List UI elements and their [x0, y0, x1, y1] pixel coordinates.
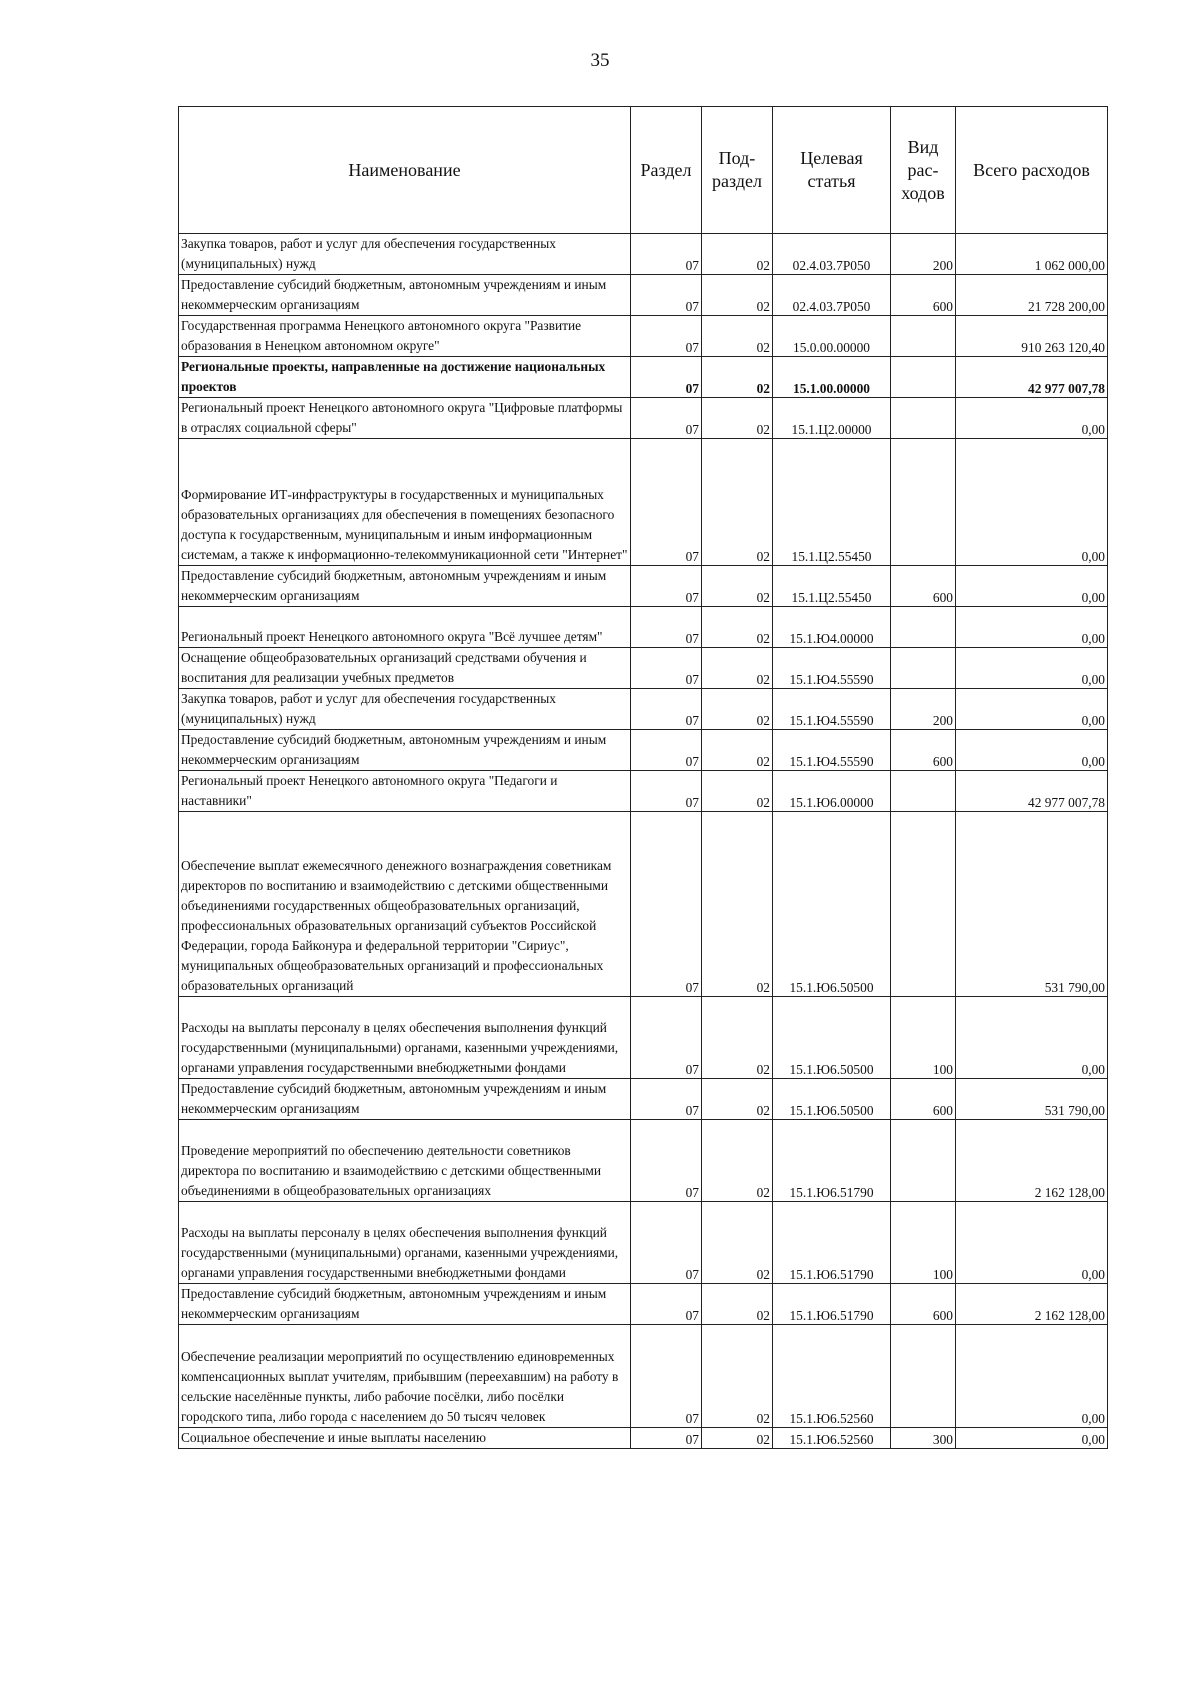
cell-expense-type: 200 [891, 689, 956, 730]
cell-total: 910 263 120,40 [956, 316, 1108, 357]
table-row [179, 689, 1108, 730]
cell-name: Обеспечение реализации мероприятий по осуществлению единовременных компенсационных выплат учителям, прибывшим (переехавшим) на работу в сельские населённые пункты, либо рабочие посёлки, либо посёлки городского типа, либо города с населением до 50 тысяч человек [179, 1325, 631, 1428]
header-subsection: Под- раздел [702, 107, 773, 234]
cell-target: 15.1.Ю6.51790 [773, 1120, 891, 1202]
cell-total: 2 162 128,00 [956, 1120, 1108, 1202]
cell-subsection: 02 [702, 1079, 773, 1120]
cell-subsection: 02 [702, 316, 773, 357]
cell-name: Расходы на выплаты персоналу в целях обеспечения выполнения функций государственными (муниципальными) органами, казенными учреждениями, органами управления государственными внебюджетными фондами [179, 1202, 631, 1284]
table-row [179, 1202, 1108, 1284]
cell-name: Региональные проекты, направленные на достижение национальных проектов [179, 357, 631, 398]
cell-target: 15.1.Ю4.55590 [773, 730, 891, 771]
cell-target: 02.4.03.7Р050 [773, 275, 891, 316]
cell-expense-type: 200 [891, 234, 956, 275]
cell-target: 15.1.Ю4.00000 [773, 607, 891, 648]
table-row [179, 812, 1108, 997]
cell-section: 07 [631, 689, 702, 730]
cell-subsection: 02 [702, 812, 773, 997]
cell-target: 15.1.Ц2.55450 [773, 439, 891, 566]
table-row [179, 398, 1108, 439]
cell-total: 0,00 [956, 1325, 1108, 1428]
cell-section: 07 [631, 1120, 702, 1202]
cell-target: 15.1.00.00000 [773, 357, 891, 398]
cell-total: 2 162 128,00 [956, 1284, 1108, 1325]
table-row [179, 997, 1108, 1079]
header-target: Целевая статья [773, 107, 891, 234]
page-number: 35 [590, 50, 610, 71]
cell-section: 07 [631, 439, 702, 566]
cell-section: 07 [631, 1284, 702, 1325]
cell-section: 07 [631, 398, 702, 439]
header-name: Наименование [179, 107, 631, 234]
cell-target: 15.1.Ю6.52560 [773, 1428, 891, 1449]
header-total: Всего расходов [956, 107, 1108, 234]
cell-name: Предоставление субсидий бюджетным, автономным учреждениям и иным некоммерческим организациям [179, 730, 631, 771]
cell-subsection: 02 [702, 1284, 773, 1325]
cell-total: 0,00 [956, 1428, 1108, 1449]
table-row [179, 1325, 1108, 1428]
cell-name: Оснащение общеобразовательных организаций средствами обучения и воспитания для реализации учебных предметов [179, 648, 631, 689]
table-row [179, 439, 1108, 566]
cell-total: 0,00 [956, 439, 1108, 566]
cell-target: 15.1.Ц2.00000 [773, 398, 891, 439]
table-row [179, 234, 1108, 275]
cell-expense-type [891, 316, 956, 357]
cell-section: 07 [631, 234, 702, 275]
cell-subsection: 02 [702, 997, 773, 1079]
cell-subsection: 02 [702, 439, 773, 566]
cell-name: Формирование ИТ-инфраструктуры в государственных и муниципальных образовательных организациях для обеспечения в помещениях безопасного доступа к государственным, муниципальным и иным информационным системам, а также к информационно-телекоммуникационной сети "Интернет" [179, 439, 631, 566]
cell-total: 0,00 [956, 607, 1108, 648]
table-header-row [179, 107, 1108, 234]
cell-target: 15.0.00.00000 [773, 316, 891, 357]
cell-total: 1 062 000,00 [956, 234, 1108, 275]
cell-expense-type: 100 [891, 997, 956, 1079]
cell-section: 07 [631, 771, 702, 812]
cell-name: Закупка товаров, работ и услуг для обеспечения государственных (муниципальных) нужд [179, 689, 631, 730]
cell-section: 07 [631, 316, 702, 357]
table-row [179, 730, 1108, 771]
header-section: Раздел [631, 107, 702, 234]
cell-name: Государственная программа Ненецкого автономного округа "Развитие образования в Ненецком автономном округе" [179, 316, 631, 357]
cell-name: Региональный проект Ненецкого автономного округа "Цифровые платформы в отраслях социальной сферы" [179, 398, 631, 439]
table-row [179, 1428, 1108, 1449]
cell-target: 02.4.03.7Р050 [773, 234, 891, 275]
cell-expense-type: 300 [891, 1428, 956, 1449]
cell-section: 07 [631, 997, 702, 1079]
cell-name: Региональный проект Ненецкого автономного округа "Всё лучшее детям" [179, 607, 631, 648]
cell-total: 531 790,00 [956, 812, 1108, 997]
cell-expense-type [891, 771, 956, 812]
table-body [179, 234, 1108, 1449]
table-row [179, 275, 1108, 316]
cell-subsection: 02 [702, 398, 773, 439]
table-row [179, 357, 1108, 398]
cell-target: 15.1.Ю6.52560 [773, 1325, 891, 1428]
table-row [179, 1079, 1108, 1120]
cell-section: 07 [631, 730, 702, 771]
table-row [179, 316, 1108, 357]
cell-total: 21 728 200,00 [956, 275, 1108, 316]
cell-section: 07 [631, 812, 702, 997]
cell-expense-type [891, 398, 956, 439]
cell-section: 07 [631, 275, 702, 316]
cell-section: 07 [631, 357, 702, 398]
cell-subsection: 02 [702, 1120, 773, 1202]
cell-target: 15.1.Ю6.51790 [773, 1202, 891, 1284]
cell-name: Предоставление субсидий бюджетным, автономным учреждениям и иным некоммерческим организациям [179, 1079, 631, 1120]
budget-table [178, 106, 1108, 1449]
cell-section: 07 [631, 648, 702, 689]
cell-expense-type [891, 607, 956, 648]
cell-subsection: 02 [702, 607, 773, 648]
cell-section: 07 [631, 1202, 702, 1284]
cell-target: 15.1.Ю6.00000 [773, 771, 891, 812]
cell-expense-type [891, 357, 956, 398]
cell-name: Социальное обеспечение и иные выплаты населению [179, 1428, 631, 1449]
cell-expense-type: 100 [891, 1202, 956, 1284]
cell-subsection: 02 [702, 275, 773, 316]
cell-expense-type [891, 648, 956, 689]
cell-subsection: 02 [702, 771, 773, 812]
table-row [179, 771, 1108, 812]
cell-expense-type [891, 812, 956, 997]
table-row [179, 1120, 1108, 1202]
cell-subsection: 02 [702, 730, 773, 771]
cell-subsection: 02 [702, 648, 773, 689]
cell-expense-type: 600 [891, 730, 956, 771]
cell-total: 0,00 [956, 1202, 1108, 1284]
table-row [179, 648, 1108, 689]
cell-target: 15.1.Ю6.51790 [773, 1284, 891, 1325]
cell-name: Предоставление субсидий бюджетным, автономным учреждениям и иным некоммерческим организациям [179, 566, 631, 607]
cell-total: 531 790,00 [956, 1079, 1108, 1120]
cell-expense-type: 600 [891, 566, 956, 607]
cell-expense-type [891, 1120, 956, 1202]
cell-total: 0,00 [956, 648, 1108, 689]
cell-total: 0,00 [956, 398, 1108, 439]
cell-expense-type: 600 [891, 275, 956, 316]
cell-subsection: 02 [702, 1202, 773, 1284]
cell-section: 07 [631, 1325, 702, 1428]
cell-total: 0,00 [956, 997, 1108, 1079]
cell-subsection: 02 [702, 566, 773, 607]
cell-total: 0,00 [956, 566, 1108, 607]
cell-subsection: 02 [702, 1325, 773, 1428]
cell-target: 15.1.Ю4.55590 [773, 648, 891, 689]
table-row [179, 1284, 1108, 1325]
cell-name: Расходы на выплаты персоналу в целях обеспечения выполнения функций государственными (муниципальными) органами, казенными учреждениями, органами управления государственными внебюджетными фондами [179, 997, 631, 1079]
cell-name: Предоставление субсидий бюджетным, автономным учреждениям и иным некоммерческим организациям [179, 275, 631, 316]
table-row [179, 566, 1108, 607]
table-row [179, 607, 1108, 648]
cell-total: 42 977 007,78 [956, 771, 1108, 812]
cell-subsection: 02 [702, 234, 773, 275]
cell-subsection: 02 [702, 1428, 773, 1449]
header-expense-type: Вид рас- ходов [891, 107, 956, 234]
cell-section: 07 [631, 607, 702, 648]
cell-target: 15.1.Ю6.50500 [773, 1079, 891, 1120]
cell-expense-type: 600 [891, 1079, 956, 1120]
cell-section: 07 [631, 566, 702, 607]
cell-total: 0,00 [956, 730, 1108, 771]
cell-target: 15.1.Ю6.50500 [773, 812, 891, 997]
cell-expense-type [891, 1325, 956, 1428]
cell-name: Проведение мероприятий по обеспечению деятельности советников директора по воспитанию и взаимодействию с детскими общественными объединениями в общеобразовательных организациях [179, 1120, 631, 1202]
cell-subsection: 02 [702, 689, 773, 730]
cell-section: 07 [631, 1079, 702, 1120]
cell-section: 07 [631, 1428, 702, 1449]
cell-target: 15.1.Ц2.55450 [773, 566, 891, 607]
cell-name: Предоставление субсидий бюджетным, автономным учреждениям и иным некоммерческим организациям [179, 1284, 631, 1325]
cell-subsection: 02 [702, 357, 773, 398]
cell-target: 15.1.Ю4.55590 [773, 689, 891, 730]
cell-name: Региональный проект Ненецкого автономного округа "Педагоги и наставники" [179, 771, 631, 812]
cell-expense-type: 600 [891, 1284, 956, 1325]
cell-target: 15.1.Ю6.50500 [773, 997, 891, 1079]
cell-total: 42 977 007,78 [956, 357, 1108, 398]
cell-name: Обеспечение выплат ежемесячного денежного вознаграждения советникам директоров по воспитанию и взаимодействию с детскими общественными объединениями государственных общеобразовательных организаций, профессиональных образовательных организаций субъектов Российской Федерации, города Байконура и федеральной территории "Сириус", муниципальных общеобразовательных организаций и профессиональных образовательных организаций [179, 812, 631, 997]
cell-expense-type [891, 439, 956, 566]
cell-name: Закупка товаров, работ и услуг для обеспечения государственных (муниципальных) нужд [179, 234, 631, 275]
cell-total: 0,00 [956, 689, 1108, 730]
